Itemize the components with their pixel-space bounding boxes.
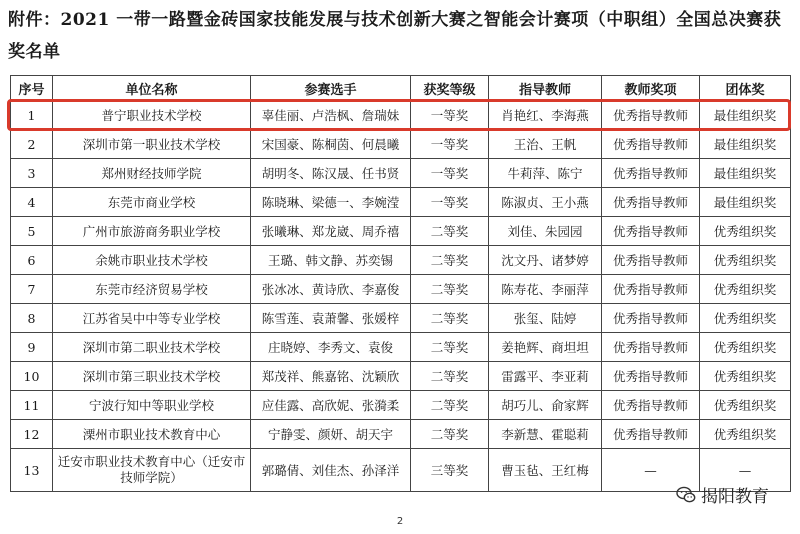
cell-award-level: 二等奖 xyxy=(411,217,489,246)
cell-instructors: 肖艳红、李海燕 xyxy=(489,101,602,130)
cell-instructors: 王治、王帆 xyxy=(489,130,602,159)
cell-unit: 江苏省吴中中等专业学校 xyxy=(53,304,251,333)
cell-contestants: 陈晓琳、梁德一、李婉滢 xyxy=(251,188,411,217)
cell-index: 6 xyxy=(11,246,53,275)
table-row xyxy=(11,420,791,449)
cell-award-level: 二等奖 xyxy=(411,275,489,304)
cell-award-level: 二等奖 xyxy=(411,391,489,420)
cell-unit: 宁波行知中等职业学校 xyxy=(53,391,251,420)
table-row xyxy=(11,130,791,159)
cell-unit: 郑州财经技师学院 xyxy=(53,159,251,188)
cell-instructors: 姜艳辉、商坦坦 xyxy=(489,333,602,362)
cell-unit: 广州市旅游商务职业学校 xyxy=(53,217,251,246)
cell-contestants: 张冰冰、黄诗欣、李嘉俊 xyxy=(251,275,411,304)
table-row xyxy=(11,391,791,420)
cell-index: 11 xyxy=(11,391,53,420)
cell-unit: 普宁职业技术学校 xyxy=(53,101,251,130)
cell-instructors: 曹玉毡、王红梅 xyxy=(489,449,602,492)
cell-instructors: 刘佳、朱园园 xyxy=(489,217,602,246)
cell-award-level: 二等奖 xyxy=(411,304,489,333)
cell-unit: 余姚市职业技术学校 xyxy=(53,246,251,275)
header-instructors: 指导教师 xyxy=(489,76,602,101)
cell-instructors: 胡巧儿、俞家辉 xyxy=(489,391,602,420)
cell-unit: 深圳市第一职业技术学校 xyxy=(53,130,251,159)
cell-unit: 东莞市经济贸易学校 xyxy=(53,275,251,304)
table-row xyxy=(11,159,791,188)
cell-teacher-award: 优秀指导教师 xyxy=(602,304,700,333)
cell-index: 2 xyxy=(11,130,53,159)
table-row xyxy=(11,217,791,246)
table-row xyxy=(11,333,791,362)
cell-instructors: 雷露平、李亚莉 xyxy=(489,362,602,391)
cell-index: 8 xyxy=(11,304,53,333)
table-header-row xyxy=(11,76,791,101)
cell-team-award: 优秀组织奖 xyxy=(700,246,791,275)
cell-team-award: 最佳组织奖 xyxy=(700,159,791,188)
cell-award-level: 二等奖 xyxy=(411,362,489,391)
document-heading: 附件：2021 一带一路暨金砖国家技能发展与技术创新大赛之智能会计赛项（中职组）全国总决赛获奖名单 xyxy=(8,10,782,62)
cell-team-award: 最佳组织奖 xyxy=(700,188,791,217)
cell-instructors: 张玺、陆婷 xyxy=(489,304,602,333)
cell-team-award: 优秀组织奖 xyxy=(700,304,791,333)
cell-instructors: 李新慧、霍聪莉 xyxy=(489,420,602,449)
header-award-level: 获奖等级 xyxy=(411,76,489,101)
cell-index: 7 xyxy=(11,275,53,304)
cell-teacher-award: 优秀指导教师 xyxy=(602,159,700,188)
cell-team-award: 最佳组织奖 xyxy=(700,130,791,159)
cell-instructors: 陈寿花、李丽萍 xyxy=(489,275,602,304)
wechat-icon xyxy=(676,486,696,504)
cell-contestants: 宁静雯、颜妍、胡天宇 xyxy=(251,420,411,449)
header-index: 序号 xyxy=(11,76,53,101)
cell-index: 12 xyxy=(11,420,53,449)
cell-team-award: 优秀组织奖 xyxy=(700,275,791,304)
cell-team-award: 最佳组织奖 xyxy=(700,101,791,130)
watermark-text: 揭阳教育 xyxy=(701,487,769,507)
header-teacher-award: 教师奖项 xyxy=(602,76,700,101)
cell-teacher-award: 优秀指导教师 xyxy=(602,420,700,449)
cell-teacher-award: 优秀指导教师 xyxy=(602,362,700,391)
cell-team-award: 优秀组织奖 xyxy=(700,420,791,449)
cell-unit: 东莞市商业学校 xyxy=(53,188,251,217)
cell-index: 13 xyxy=(11,449,53,492)
table-row xyxy=(11,275,791,304)
cell-teacher-award: 优秀指导教师 xyxy=(602,275,700,304)
cell-contestants: 宋国豪、陈桐茵、何晨曦 xyxy=(251,130,411,159)
cell-index: 9 xyxy=(11,333,53,362)
cell-teacher-award: 优秀指导教师 xyxy=(602,101,700,130)
cell-team-award: 优秀组织奖 xyxy=(700,391,791,420)
cell-teacher-award: 优秀指导教师 xyxy=(602,130,700,159)
award-table xyxy=(10,75,791,492)
cell-instructors: 牛莉萍、陈宁 xyxy=(489,159,602,188)
cell-award-level: 三等奖 xyxy=(411,449,489,492)
cell-contestants: 郭璐倩、刘佳杰、孙泽洋 xyxy=(251,449,411,492)
cell-award-level: 一等奖 xyxy=(411,130,489,159)
cell-teacher-award: 优秀指导教师 xyxy=(602,246,700,275)
cell-instructors: 沈文丹、诸梦婷 xyxy=(489,246,602,275)
cell-index: 4 xyxy=(11,188,53,217)
cell-unit: 迁安市职业技术教育中心（迁安市技师学院） xyxy=(53,449,251,492)
cell-award-level: 一等奖 xyxy=(411,159,489,188)
cell-teacher-award: 优秀指导教师 xyxy=(602,333,700,362)
wechat-watermark xyxy=(676,482,769,507)
table-row xyxy=(11,246,791,275)
cell-index: 10 xyxy=(11,362,53,391)
cell-index: 3 xyxy=(11,159,53,188)
cell-contestants: 辜佳丽、卢浩枫、詹瑞妹 xyxy=(251,101,411,130)
cell-award-level: 二等奖 xyxy=(411,246,489,275)
cell-award-level: 一等奖 xyxy=(411,188,489,217)
cell-contestants: 王璐、韩文静、苏奕锡 xyxy=(251,246,411,275)
cell-contestants: 张曦琳、郑龙崴、周乔禧 xyxy=(251,217,411,246)
cell-index: 1 xyxy=(11,101,53,130)
table-row xyxy=(11,101,791,130)
cell-teacher-award: — xyxy=(602,449,700,492)
cell-award-level: 二等奖 xyxy=(411,420,489,449)
header-contestants: 参赛选手 xyxy=(251,76,411,101)
cell-contestants: 郑茂祥、熊嘉铭、沈颖欣 xyxy=(251,362,411,391)
cell-contestants: 庄晓婷、李秀文、袁俊 xyxy=(251,333,411,362)
header-team-award: 团体奖 xyxy=(700,76,791,101)
cell-index: 5 xyxy=(11,217,53,246)
cell-instructors: 陈淑贞、王小燕 xyxy=(489,188,602,217)
cell-unit: 溧州市职业技术教育中心 xyxy=(53,420,251,449)
cell-unit: 深圳市第三职业技术学校 xyxy=(53,362,251,391)
page-number: 2 xyxy=(396,516,404,527)
cell-award-level: 二等奖 xyxy=(411,333,489,362)
cell-teacher-award: 优秀指导教师 xyxy=(602,188,700,217)
table-row xyxy=(11,449,791,492)
cell-team-award: 优秀组织奖 xyxy=(700,217,791,246)
cell-team-award: 优秀组织奖 xyxy=(700,333,791,362)
table-row xyxy=(11,362,791,391)
table-row xyxy=(11,304,791,333)
cell-team-award: — xyxy=(700,449,791,492)
cell-unit: 深圳市第二职业技术学校 xyxy=(53,333,251,362)
cell-teacher-award: 优秀指导教师 xyxy=(602,217,700,246)
cell-contestants: 胡明冬、陈汉晟、任书贤 xyxy=(251,159,411,188)
header-unit: 单位名称 xyxy=(53,76,251,101)
cell-teacher-award: 优秀指导教师 xyxy=(602,391,700,420)
cell-contestants: 陈雪莲、袁萧馨、张媛梓 xyxy=(251,304,411,333)
cell-team-award: 优秀组织奖 xyxy=(700,362,791,391)
cell-award-level: 一等奖 xyxy=(411,101,489,130)
cell-contestants: 应佳露、高欣妮、张漪柔 xyxy=(251,391,411,420)
table-row xyxy=(11,188,791,217)
